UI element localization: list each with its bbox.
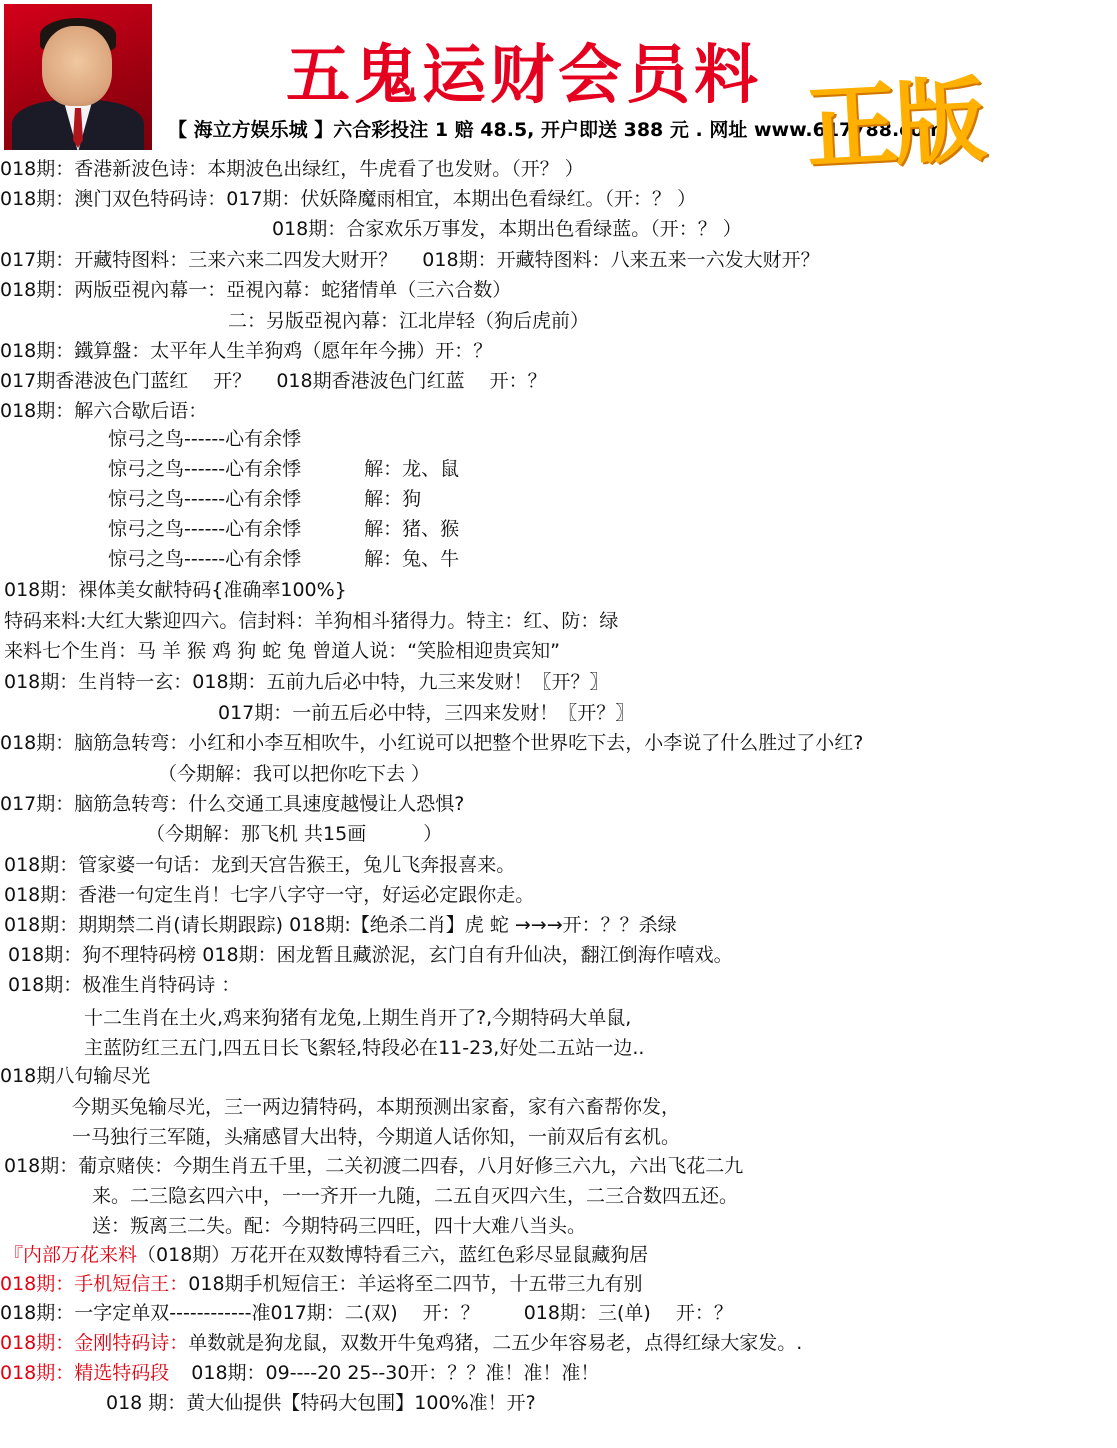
- text-line: 017期：一前五后必中特，三四来发财！〖开？〗: [218, 702, 635, 724]
- text-line: 018期：期期禁二肖(请长期跟踪) 018期:【绝杀二肖】虎 蛇 →→→开：？？杀绿: [4, 914, 677, 936]
- text-line: [0, 1328, 802, 1358]
- text-line: 018期：葡京赌侠：今期生肖五千里，二关初渡二四春，八月好修三六九，六出飞花二九: [4, 1155, 744, 1177]
- text-line: [0, 1358, 599, 1388]
- highlight-label: 018期：金刚特码诗：: [0, 1332, 189, 1354]
- portrait-face: [42, 26, 112, 106]
- text-line: 惊弓之鸟------心有余悸 解：兔、牛: [108, 548, 460, 570]
- genuine-stamp: 正版: [803, 65, 985, 183]
- text-line: 惊弓之鸟------心有余悸 解：狗: [108, 488, 422, 510]
- text-line: 018期：脑筋急转弯：小红和小李互相吹牛，小红说可以把整个世界吃下去，小李说了什么胜过了小红?: [0, 732, 864, 754]
- text-line: 018期：极准生肖特码诗 ：: [8, 974, 241, 996]
- text-line: 017期香港波色门蓝红 开？ 018期香港波色门红蓝 开：？: [0, 370, 547, 392]
- text-line: 018期：管家婆一句话：龙到天宫告猴王，兔儿飞奔报喜来。: [4, 854, 516, 876]
- text-line: 018期：鐵算盤：太平年人生羊狗鸡（愿年年今拂）开：？: [0, 340, 493, 362]
- text-line: （今期解：那飞机 共15画 ）: [146, 823, 443, 845]
- highlight-label: 018期：手机短信王：: [0, 1273, 189, 1295]
- text-line: 送：叛离三二失。配：今期特码三四旺，四十大难八当头。: [92, 1215, 587, 1237]
- text-line: 二：另版亞視內幕：江北岸轻（狗后虎前）: [228, 310, 590, 332]
- text-line: 018期：香港新波色诗：本期波色出绿红，牛虎看了也发财。（开？ ）: [0, 158, 584, 180]
- text-line: 特码来料:大红大紫迎四六。信封料：羊狗相斗猪得力。特主：红、防：绿: [4, 610, 619, 632]
- text-line: 018期：生肖特一玄：018期：五前九后必中特，九三来发财！〖开？〗: [4, 671, 609, 693]
- text-line: 惊弓之鸟------心有余悸 解：龙、鼠: [108, 458, 460, 480]
- highlight-label: 018期：精选特码段: [0, 1362, 170, 1384]
- text-line: 来。二三隐玄四六中，一一齐开一九随，二五自灭四六生，二三合数四五还。: [92, 1185, 739, 1207]
- text-line: 018 期：黄大仙提供【特码大包围】100%准！开?: [106, 1392, 536, 1414]
- line-text: 单数就是狗龙鼠，双数开牛兔鸡猪，二五少年容易老，点得红绿大家发。.: [188, 1332, 803, 1354]
- line-text: 018期：09----20 25--30开：？？准！准！准！: [191, 1362, 600, 1384]
- text-line: 今期买兔输尽光，三一两边猜特码，本期预测出家畜，家有六畜帮你发，: [72, 1096, 681, 1118]
- text-line: 018期：解六合歇后语：: [0, 400, 208, 422]
- text-line: 017期：脑筋急转弯：什么交通工具速度越慢让人恐惧?: [0, 793, 465, 815]
- text-line: 惊弓之鸟------心有余悸 解：猪、猴: [108, 518, 460, 540]
- text-line: 018期：合家欢乐万事发，本期出色看绿蓝。（开：？ ）: [272, 218, 742, 240]
- text-line: 十二生肖在土火,鸡来狗猪有龙兔,上期生肖开了?,今期特码大单鼠,: [84, 1007, 632, 1029]
- text-line: 018期：狗不理特码榜 018期：困龙暂且藏淤泥，玄门自有升仙决，翻江倒海作嘻戏。: [8, 944, 733, 966]
- text-line: 主蓝防红三五门,四五日长飞絮轻,特段必在11-23,好处二五站一边..: [84, 1037, 645, 1059]
- text-line: 惊弓之鸟------心有余悸: [108, 428, 302, 450]
- text-line: 018期：澳门双色特码诗：017期：伏妖降魔雨相宜，本期出色看绿红。（开：？ ）: [0, 188, 697, 210]
- text-line: 018期：香港一句定生肖！七字八字守一守，好运必定跟你走。: [4, 884, 535, 906]
- text-line: 一马独行三军随，头痛感冒大出特，今期道人话你知，一前双后有玄机。: [72, 1126, 681, 1148]
- page-title: 五鬼运财会员料: [286, 38, 762, 113]
- text-line: 018期八句输尽光: [0, 1065, 151, 1087]
- text-line: （今期解：我可以把你吃下去 ）: [158, 763, 431, 785]
- text-line: 来料七个生肖：马 羊 猴 鸡 狗 蛇 兔 曾道人说：“笑脸相迎贵宾知”: [4, 640, 560, 662]
- text-line: 018期：两版亞視內幕一：亞視內幕：蛇猪情单（三六合数）: [0, 279, 512, 301]
- line-text: 018期手机短信王：羊运将至二四节，十五带三九有别: [188, 1273, 643, 1295]
- text-line: [4, 1240, 648, 1270]
- portrait-photo: [4, 4, 152, 150]
- text-line: [0, 1269, 643, 1299]
- text-line: 018期：一字定单双------------准017期：二(双) 开：？ 018期：三(单) 开：？: [0, 1302, 733, 1324]
- site-subtitle: 【 海立方娱乐城 】六合彩投注 1 赔 48.5, 开户即送 388 元 . 网址 www.617788.com: [168, 119, 944, 141]
- text-line: 018期：裸体美女献特码{准确率100%}: [4, 579, 347, 601]
- text-line: 017期：开藏特图料：三来六来二四发大财开？ 018期：开藏特图料：八来五来一六发大财开？: [0, 249, 820, 271]
- highlight-label: 『内部万花来料: [4, 1244, 138, 1266]
- line-text: （018期）万花开在双数博特看三六，蓝红色彩尽显鼠藏狗居: [137, 1244, 649, 1266]
